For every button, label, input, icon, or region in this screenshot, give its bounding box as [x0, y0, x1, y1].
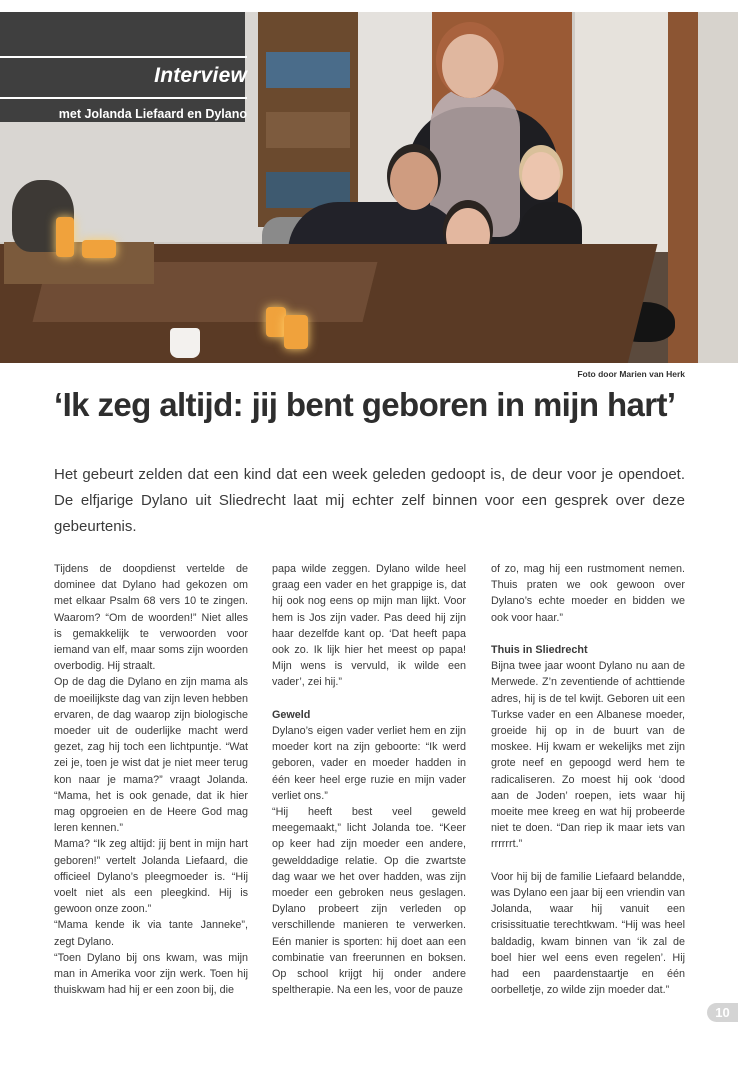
section-label: Interview: [154, 64, 247, 87]
paragraph: Op de dag die Dylano en zijn mama als de moeilijkste dag van zijn leven hebben ervaren, de dag waarop zijn biologische moeder uit de ouderlijke macht werd gezet, zag hij toch een lichtpuntje. “Wat zei je, toen je wist dat je niet meer terug kon naar je mama?” vraagt Jolanda. “Mama, het is ook genade, dat ik hier mag opgroeien en de Heere God mag leren kennen.”: [54, 676, 248, 835]
photo-candle: [266, 307, 286, 337]
paragraph: of zo, mag hij een rustmoment nemen. Thuis praten we ook gewoon over Dylano’s echte moeder en bidden we ook voor haar.”: [491, 563, 685, 624]
paragraph: Tijdens de doopdienst vertelde de dominee dat Dylano had gekozen om met elkaar Psalm 68 vers 10 te zingen. Waarom? “Om de woorden!” Niet alles is gemakkelijk te verwoorden voor iemand van elf, maar soms zijn woorden overbodig. Hij straalt.: [54, 563, 248, 673]
column-2: [272, 561, 466, 998]
photo-mug: [170, 328, 200, 358]
header-bottom-rule: [0, 97, 247, 99]
page-number: 10: [707, 1003, 738, 1022]
column-3: [491, 561, 685, 998]
article-lead: Het gebeurt zelden dat een kind dat een week geleden gedoopt is, de deur voor je opendoet. De elfjarige Dylano uit Sliedrecht laat mij echter zelf binnen voor een gesprek over deze gebeurtenis.: [54, 466, 685, 535]
paragraph: “Toen Dylano bij ons kwam, was mijn man in Amerika voor zijn werk. Toen hij thuiskwam had hij er een zoon bij, die: [54, 951, 248, 997]
header-top-rule: [0, 56, 247, 58]
paragraph: “Hij heeft best veel geweld meegemaakt,” licht Jolanda toe. “Keer op keer had zijn moeder een andere, gewelddadige relatie. Op die zwartste dag waar we het over hadden, was zijn moeder een gebroken neus geslagen. Dylano probeert zijn verleden op verschillende manieren te verwerken. Eén manier is sporten: hij doet aan een combinatie van freerunnen en boksen. Op school krijgt hij onder andere speltherapie. Na een les, voor de pauze: [272, 806, 466, 997]
photo-girl-head: [522, 152, 560, 200]
section-header: [0, 12, 260, 121]
section-subtitle: met Jolanda Liefaard en Dylano: [58, 107, 247, 121]
photo-candle: [56, 217, 74, 257]
paragraph: Mama? “Ik zeg altijd: jij bent in mijn hart geboren!” vertelt Jolanda Liefaard, die officieel Dylano’s pleegmoeder is. “Hij voelt niet als een pleegkind. Hij is gewoon onze zoon.”: [54, 838, 248, 916]
column-1: [54, 561, 248, 998]
photo-candle: [284, 315, 308, 349]
photo-mother-head: [442, 34, 498, 98]
photo-right-wall: [698, 12, 738, 363]
photo-candle: [82, 240, 116, 258]
paragraph: “Mama kende ik via tante Janneke”, zegt Dylano.: [54, 919, 248, 948]
paragraph: Bijna twee jaar woont Dylano nu aan de Merwede. Z’n zeventiende of achttiende adres, hij is de tel kwijt. Geboren uit een Turkse vader en een Albanese moeder, groeide hij op in de buurt van de moskee. Hij kwam er wekelijks met zijn grote neef en gepoogd werd hem te radicaliseren. Zo moest hij ook ‘dood aan de Joden’ roepen, iets waar hij moeite mee kreeg en wat hij probeerde niet te doen. “Dan riep ik maar iets van rrrrrrt.”: [491, 660, 685, 851]
subheading-geweld: Geweld: [272, 708, 311, 721]
photo-books: [266, 112, 350, 148]
photo-credit: Foto door Marien van Herk: [577, 369, 685, 379]
paragraph: papa wilde zeggen. Dylano wilde heel graag een vader en het grappige is, dat hij ook nog eens op mijn man lijkt. Voor hem is Jos zijn vader. Pas deed hij zijn haar dezelfde kant op. ‘Dat heeft papa ook zo. Ik lijk hier het meest op papa! Mijn wens is vervuld, ik wilde een vader’, zei hij.”: [272, 563, 466, 689]
photo-doorframe: [668, 12, 698, 363]
subheading-thuis-in-sliedrecht: Thuis in Sliedrecht: [491, 644, 588, 656]
article-title: ‘Ik zeg altijd: jij bent geboren in mijn hart’: [54, 386, 676, 423]
paragraph: Dylano’s eigen vader verliet hem en zijn moeder kort na zijn geboorte: “Ik werd geboren, vader en moeder hadden in één keer heel erge ruzie en mijn vader verliet ons.”: [272, 725, 466, 802]
paragraph: Voor hij bij de familie Liefaard belandde, was Dylano een jaar bij een vriendin van Jolanda, waar hij vanuit een crisissituatie terechtkwam. “Hij was heel baldadig, kwam binnen van ‘ik zal de boel hier wel eens even regelen’. Hij had een paardenstaartje en één oorbelletje, zo wilde zijn moeder dat.”: [491, 870, 685, 997]
photo-books: [266, 52, 350, 88]
article-body: [54, 561, 685, 1001]
photo-father-head: [390, 152, 438, 210]
